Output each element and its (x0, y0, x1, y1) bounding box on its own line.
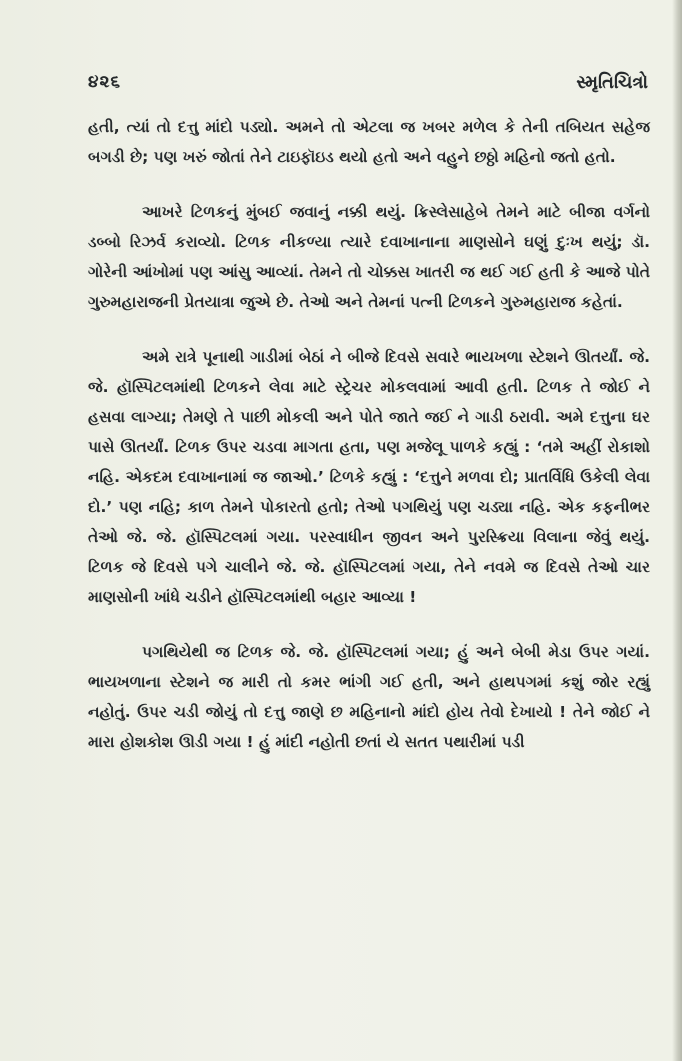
paragraph-4: પગથિયેથી જ ટિળક જે. જે. હૉસ્પિટલમાં ગયા; હું અને બેબી મેડા ઉપર ગયાં. ભાયખળાના સ્ટેશને જ મારી તો કમર ભાંગી ગઈ હતી, અને હાથપગમાં કશું જોર રહ્યું નહોતું. ઉપર ચડી જોયું તો દત્તુ જાણે છ મહિનાનો માંદો હોય તેવો દેખાયો ! તેને જોઈ ને મારા હોશકોશ ઊડી ગયા ! હું માંદી નહોતી છતાં યે સતત પથારીમાં પડી (88, 643, 650, 751)
page-edge-shadow (672, 0, 682, 1061)
page-number: ૪૨૬ (88, 72, 122, 92)
paragraph-3: અમે રાત્રે પૂનાથી ગાડીમાં બેઠાં ને બીજે દિવસે સવારે ભાયખળા સ્ટેશને ઊતર્યાં. જે. જે. હૉસ્પિટલમાંથી ટિળકને લેવા માટે સ્ટ્રેચર મોકલવામાં આવી હતી. ટિળક તે જોઈ ને હસવા લાગ્યા; તેમણે તે પાછી મોકલી અને પોતે જાતે જઈ ને ગાડી ઠરાવી. અમે દત્તુના ઘર પાસે ઊતર્યાં. ટિળક ઉપર ચડવા માગતા હતા, પણ મજેલૂ પાળકે કહ્યું : ‘તમે અહીં રોકાશો નહિ. એકદમ દવાખાનામાં જ જાઓ.’ ટિળકે કહ્યું : ‘દત્તુને મળવા દો; પ્રાતર્વિધિ ઉકેલી લેવા દો.’ પણ નહિ; કાળ તેમને પોકારતો હતો; તેઓ પગથિયું પણ ચડ્યા નહિ. એક કફનીભર તેઓ જે. જે. હૉસ્પિટલમાં ગયા. પરસ્વાધીન જીવન અને પુરસ્ક્રિયા વિલાના જેવું થયું. ટિળક જે દિવસે પગે ચાલીને જે. જે. હૉસ્પિટલમાં ગયા, તેને નવમે જ દિવસે તેઓ ચાર માણસોની ખાંધે ચડીને હૉસ્પિટલમાંથી બહાર આવ્યા ! (88, 348, 650, 606)
running-head: સ્મૃતિચિત્રો (576, 72, 648, 93)
body-text (88, 112, 650, 782)
paragraph-1: હતી, ત્યાં તો દત્તુ માંદો પડ્યો. અમને તો એટલા જ ખબર મળેલ કે તેની તબિયત સહેજ બગડી છે; પણ ખરું જોતાં તેને ટાઇફૉઇડ થયો હતો અને વહુને છઠ્ઠો મહિનો જતો હતો. (88, 118, 650, 166)
paragraph-2: આખરે ટિળકનું મુંબઈ જવાનું નક્કી થયું. ક્રિસ્લેસાહેબે તેમને માટે બીજા વર્ગનો ડબ્બો રિઝર્વ કરાવ્યો. ટિળક નીકળ્યા ત્યારે દવાખાનાના માણસોને ઘણું દુઃખ થયું; ડૉ. ગોરેની આંખોમાં પણ આંસુ આવ્યાં. તેમને તો ચોક્કસ ખાતરી જ થઈ ગઈ હતી કે આજે પોતે ગુરુમહારાજની પ્રેતયાત્રા જુએ છે. તેઓ અને તેમનાં પત્ની ટિળકને ગુરુમહારાજ કહેતાં. (88, 203, 650, 311)
page-header (88, 72, 648, 102)
